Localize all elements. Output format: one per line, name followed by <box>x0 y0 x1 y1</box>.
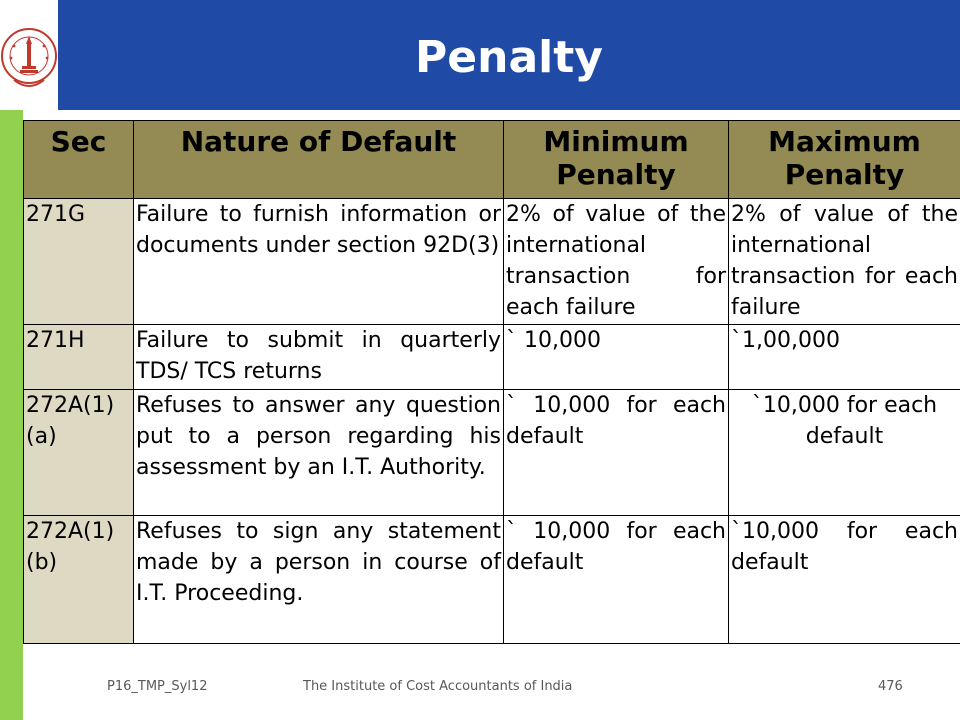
title-banner <box>58 0 960 110</box>
sec-cell: 272A(1) (a) <box>24 390 134 516</box>
max-penalty-cell: `10,000 for each default <box>729 390 960 516</box>
penalty-table <box>23 120 960 644</box>
sec-cell: 271H <box>24 325 134 390</box>
header-minimum-penalty: Minimum Penalty <box>504 121 729 199</box>
sec-cell: 272A(1) (b) <box>24 516 134 644</box>
min-penalty-cell: ` 10,000 for each default <box>504 390 729 516</box>
footer-code: P16_TMP_Syl12 <box>107 679 208 694</box>
max-penalty-cell: `1,00,000 <box>729 325 960 390</box>
page-number: 476 <box>878 679 903 694</box>
nature-cell: Failure to furnish information or documents under section 92D(3) <box>134 199 504 325</box>
nature-cell: Refuses to sign any statement made by a person in course of I.T. Proceeding. <box>134 516 504 644</box>
slide-title: Penalty <box>415 32 603 83</box>
min-penalty-cell: ` 10,000 for each default <box>504 516 729 644</box>
header-maximum-penalty: Maximum Penalty <box>729 121 960 199</box>
min-penalty-cell: ` 10,000 <box>504 325 729 390</box>
max-penalty-cell: 2% of value of the international transaction for each failure <box>729 199 960 325</box>
table-row <box>24 516 960 644</box>
header-sec: Sec <box>24 121 134 199</box>
table-row <box>24 325 960 390</box>
table-row <box>24 199 960 325</box>
institute-logo <box>0 0 58 110</box>
table-header-row <box>24 121 960 199</box>
table-row <box>24 390 960 516</box>
nature-cell: Failure to submit in quarterly TDS/ TCS returns <box>134 325 504 390</box>
min-penalty-cell: 2% of value of the international transaction for each failure <box>504 199 729 325</box>
accent-bar <box>0 110 23 720</box>
nature-cell: Refuses to answer any question put to a person regarding his assessment by an I.T. Authority. <box>134 390 504 516</box>
max-penalty-cell: `10,000 for each default <box>729 516 960 644</box>
logo-emblem-icon <box>0 0 58 110</box>
sec-cell: 271G <box>24 199 134 325</box>
footer-institute: The Institute of Cost Accountants of India <box>303 679 573 694</box>
header-nature-of-default: Nature of Default <box>134 121 504 199</box>
